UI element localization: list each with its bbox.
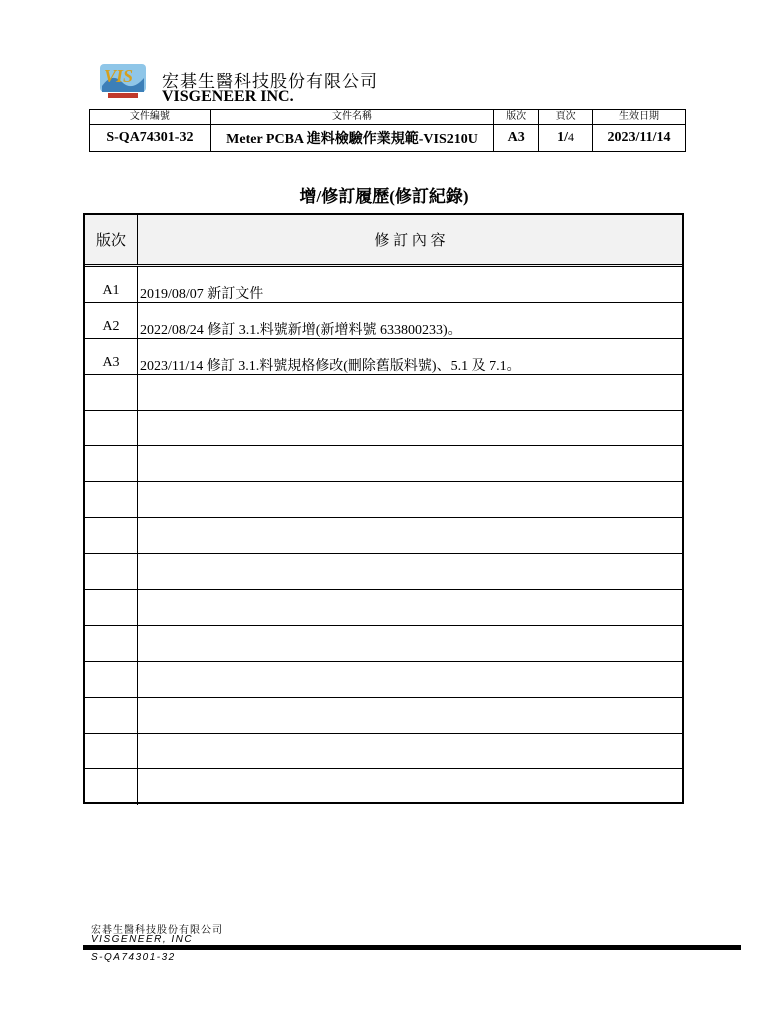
revision-content-cell bbox=[138, 554, 682, 589]
label-doc-no: 文件編號 bbox=[90, 110, 211, 125]
table-row bbox=[85, 590, 682, 626]
table-row bbox=[85, 375, 682, 411]
footer-company-cn: 宏碁生醫科技股份有限公司 bbox=[91, 925, 223, 936]
page-title: 增/修訂履歷(修訂紀錄) bbox=[299, 187, 469, 206]
revision-content-cell: 2022/08/24 修訂 3.1.料號新增(新增料號 633800233)。 bbox=[140, 322, 462, 338]
table-row bbox=[85, 339, 682, 375]
table-row bbox=[85, 411, 682, 447]
revision-version-cell: A1 bbox=[85, 267, 138, 302]
page-current: 1/ bbox=[557, 130, 569, 145]
revision-content-cell bbox=[138, 411, 682, 446]
page-total: 4 bbox=[568, 130, 575, 144]
revision-version-cell bbox=[85, 375, 138, 410]
revision-content-cell bbox=[138, 734, 682, 769]
table-row bbox=[85, 446, 682, 482]
revision-version-cell: A2 bbox=[85, 303, 138, 338]
revision-content-cell bbox=[138, 662, 682, 697]
revision-version-cell bbox=[85, 411, 138, 446]
revision-table bbox=[83, 213, 684, 804]
revision-content-cell bbox=[138, 446, 682, 481]
revision-content-cell bbox=[138, 482, 682, 517]
effective-date: 2023/11/14 bbox=[593, 125, 686, 152]
revision-version-cell bbox=[85, 769, 138, 805]
revision-version-cell bbox=[85, 590, 138, 625]
label-doc-name: 文件名稱 bbox=[210, 110, 493, 125]
revision-table-header bbox=[85, 215, 682, 267]
table-row bbox=[85, 518, 682, 554]
table-row bbox=[85, 303, 682, 339]
table-row bbox=[85, 734, 682, 770]
table-row bbox=[85, 698, 682, 734]
table-row bbox=[85, 769, 682, 805]
revision-version-cell bbox=[85, 698, 138, 733]
revision-version-cell bbox=[85, 734, 138, 769]
revision-content-cell: 2023/11/14 修訂 3.1.料號規格修改(刪除舊版料號)、5.1 及 7.1。 bbox=[140, 358, 521, 374]
document-header-table bbox=[89, 109, 686, 152]
column-header-version: 版次 bbox=[85, 215, 138, 264]
revision-version-cell bbox=[85, 554, 138, 589]
revision-version-cell bbox=[85, 626, 138, 661]
revision-table-body bbox=[85, 267, 682, 805]
footer-divider bbox=[83, 945, 741, 950]
table-row bbox=[85, 662, 682, 698]
revision-version-cell bbox=[85, 518, 138, 553]
revision-version-cell bbox=[85, 482, 138, 517]
revision-content-cell bbox=[138, 375, 682, 410]
table-row bbox=[85, 482, 682, 518]
table-row bbox=[85, 267, 682, 303]
company-name-en: VISGENEER INC. bbox=[162, 88, 294, 105]
revision-version-cell: A3 bbox=[85, 339, 138, 374]
revision-content-cell bbox=[138, 590, 682, 625]
revision-version-cell bbox=[85, 662, 138, 697]
doc-name: Meter PCBA 進料檢驗作業規範-VIS210U bbox=[210, 125, 493, 152]
footer-company-en: VISGENEER, INC bbox=[91, 934, 194, 945]
label-page: 頁次 bbox=[539, 110, 593, 125]
label-effective-date: 生效日期 bbox=[593, 110, 686, 125]
table-row bbox=[85, 626, 682, 662]
version: A3 bbox=[494, 125, 539, 152]
revision-content-cell bbox=[138, 698, 682, 733]
revision-version-cell bbox=[85, 446, 138, 481]
revision-content-cell bbox=[138, 518, 682, 553]
footer-doc-code: S-QA74301-32 bbox=[91, 952, 176, 963]
revision-content-cell: 2019/08/07 新訂文件 bbox=[140, 287, 264, 302]
revision-content-cell bbox=[138, 626, 682, 661]
table-row bbox=[85, 554, 682, 590]
column-header-content: 修 訂 內 容 bbox=[374, 233, 446, 249]
company-name-cn: 宏碁生醫科技股份有限公司 bbox=[162, 72, 378, 91]
doc-no: S-QA74301-32 bbox=[90, 125, 211, 152]
page-number bbox=[539, 125, 593, 152]
company-logo bbox=[98, 62, 148, 100]
label-version: 版次 bbox=[494, 110, 539, 125]
svg-text:VIS: VIS bbox=[104, 66, 134, 86]
revision-content-cell bbox=[138, 769, 682, 805]
